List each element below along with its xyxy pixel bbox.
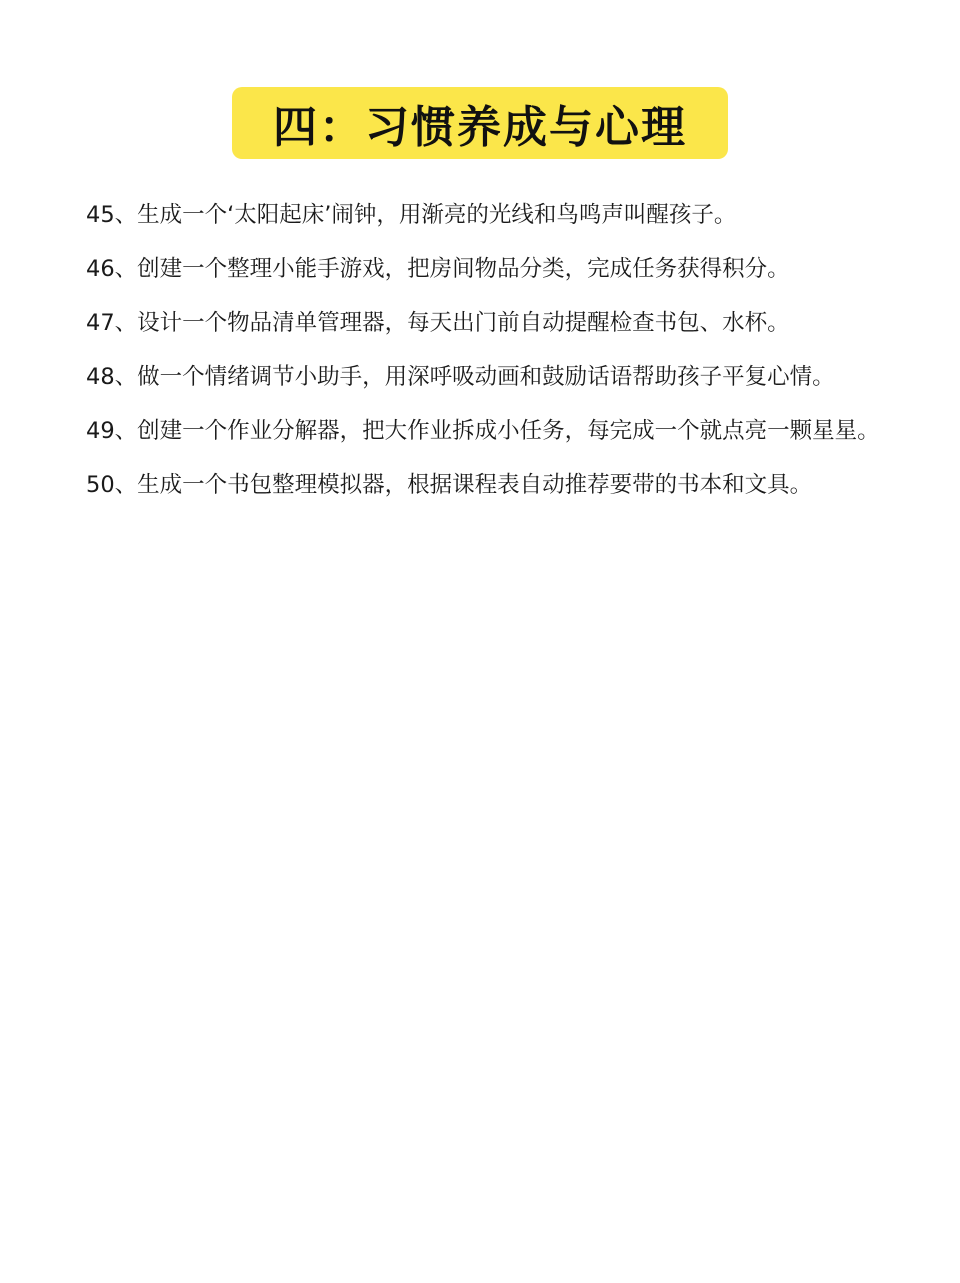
list-item: 45、生成一个‘太阳起床’闹钟，用渐亮的光线和鸟鸣声叫醒孩子。: [86, 202, 737, 228]
idea-list: [86, 200, 886, 524]
list-item: 48、做一个情绪调节小助手，用深呼吸动画和鼓励话语帮助孩子平复心情。: [86, 364, 835, 390]
list-item: 47、设计一个物品清单管理器，每天出门前自动提醒检查书包、水杯。: [86, 310, 790, 336]
page-title: 四：习惯养成与心理: [273, 102, 687, 153]
list-item: 46、创建一个整理小能手游戏，把房间物品分类，完成任务获得积分。: [86, 256, 790, 282]
list-item: 50、生成一个书包整理模拟器，根据课程表自动推荐要带的书本和文具。: [86, 472, 813, 498]
title-banner: [232, 87, 728, 159]
list-item: 49、创建一个作业分解器，把大作业拆成小任务，每完成一个就点亮一颗星星。: [86, 418, 880, 444]
